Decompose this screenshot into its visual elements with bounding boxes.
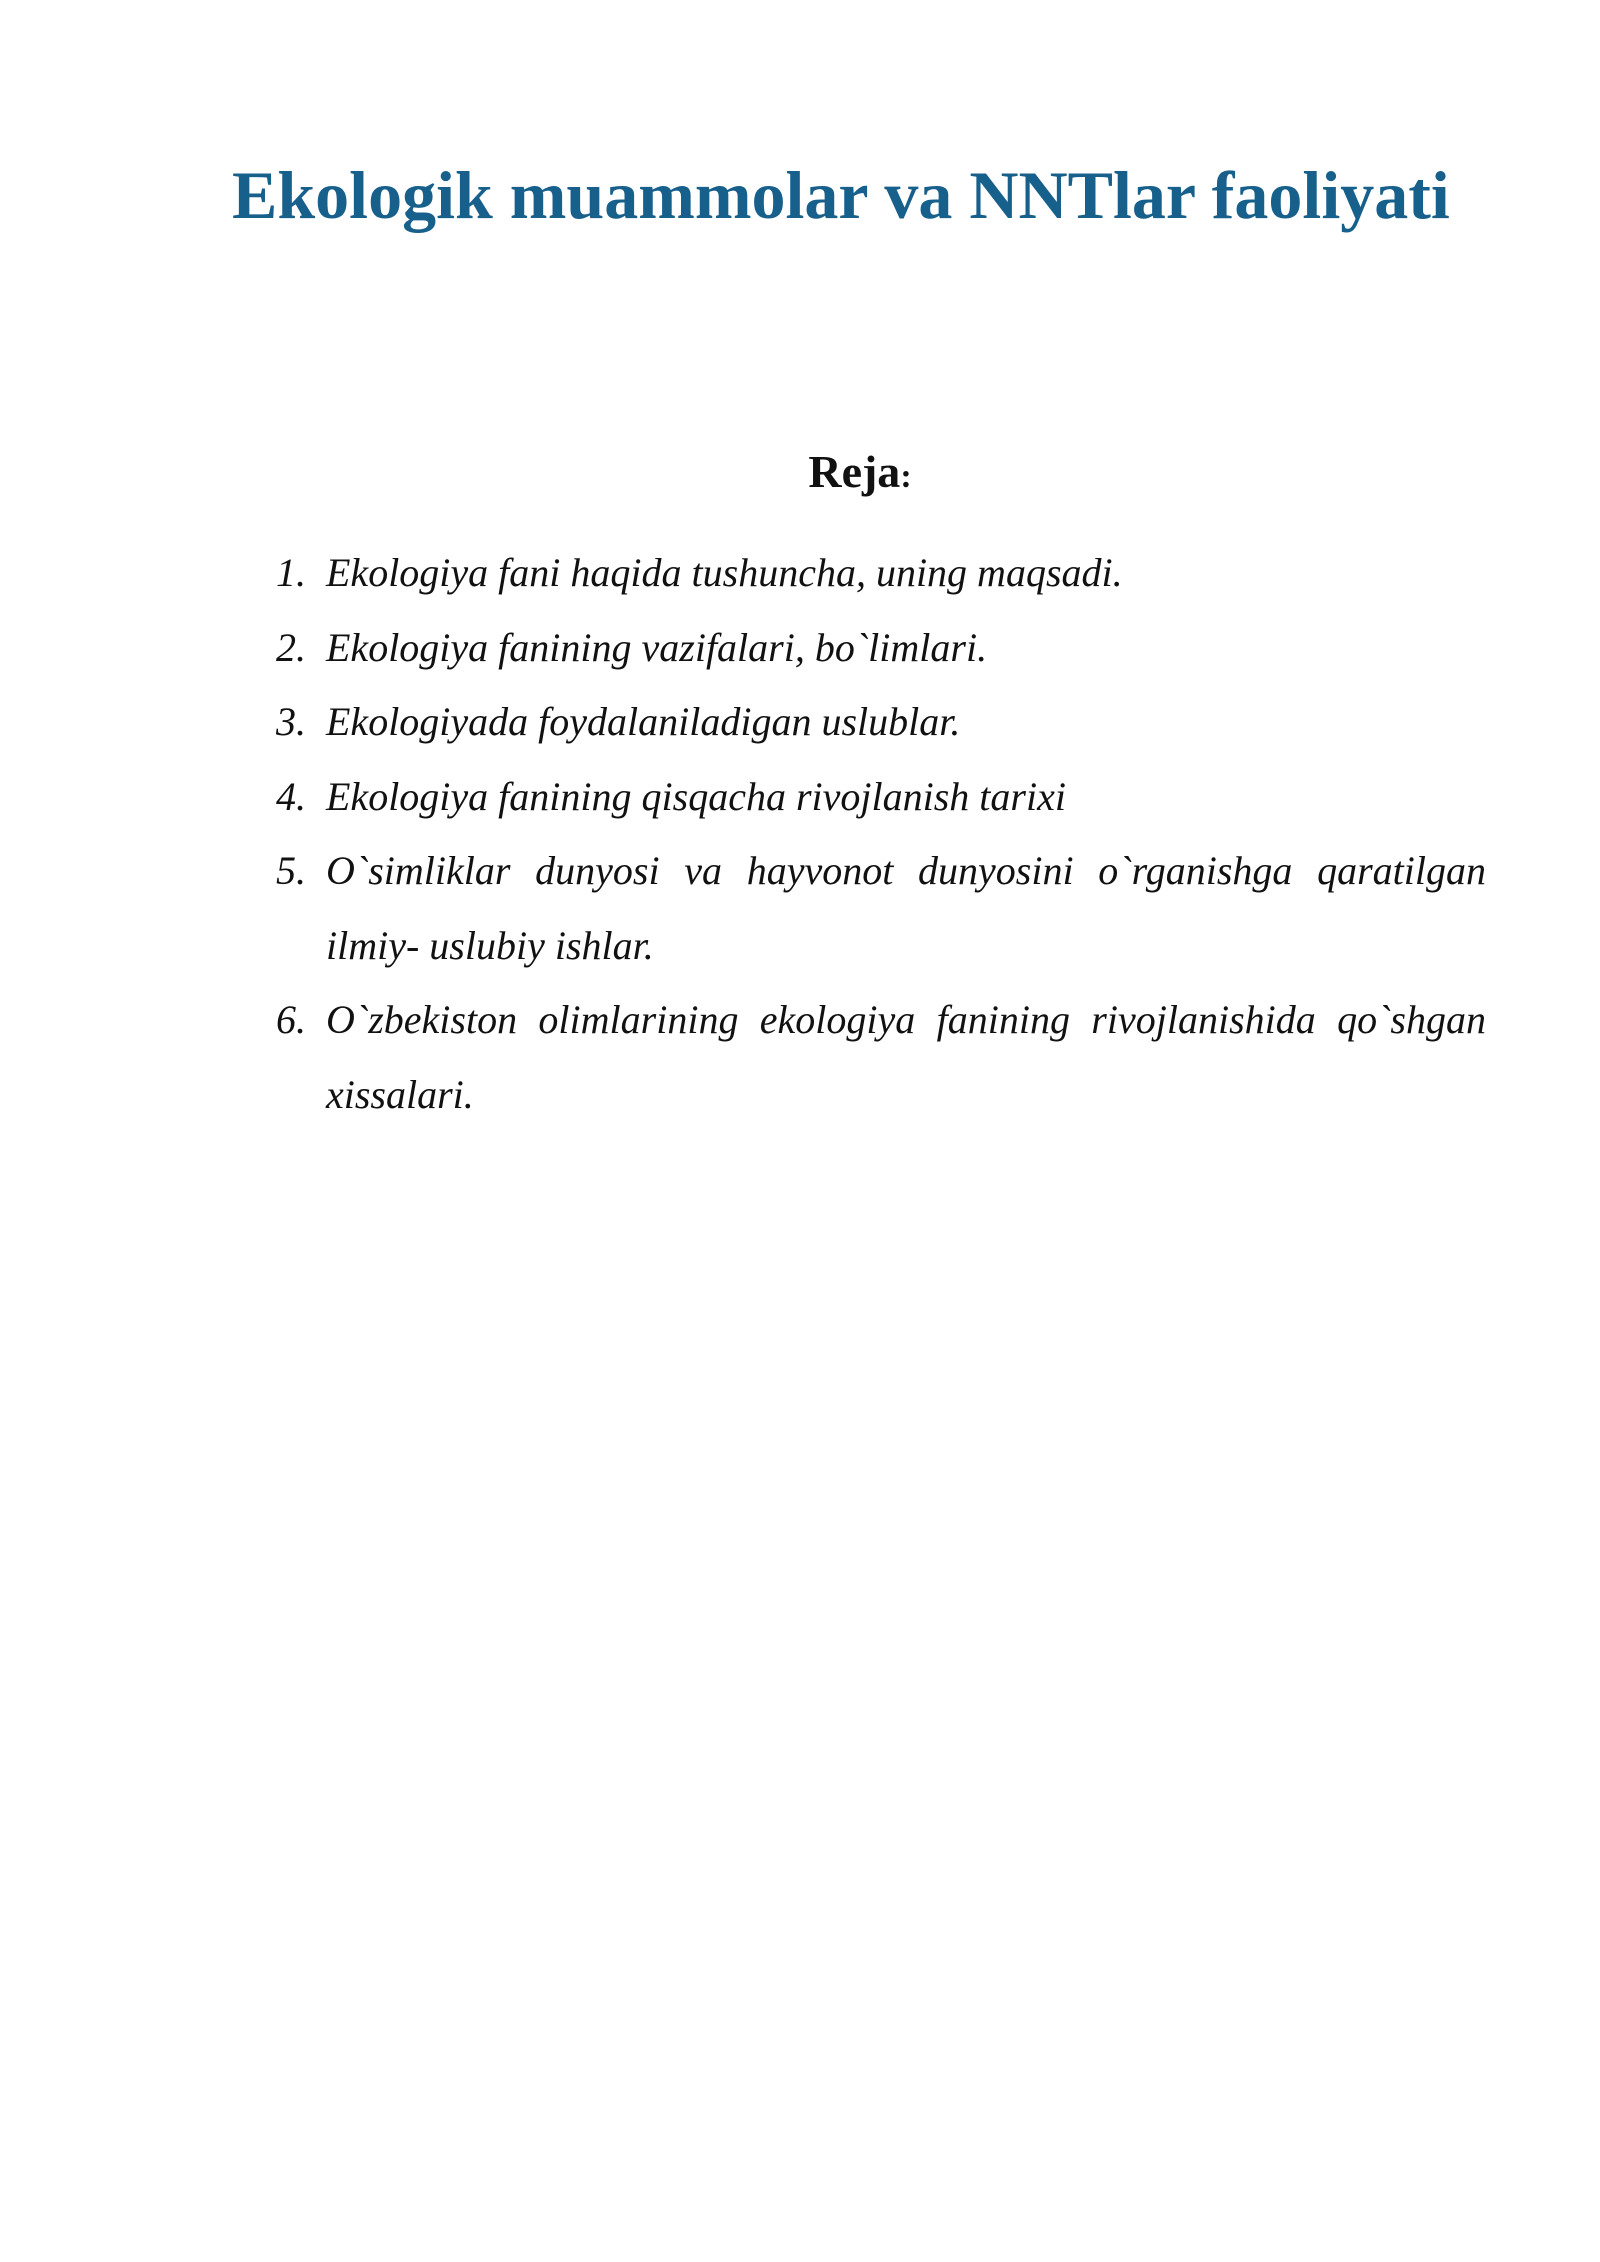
plan-item-number: 2.: [276, 624, 306, 670]
plan-item-text: Ekologiya fani haqida tushuncha, uning maqsadi.: [326, 550, 1123, 595]
plan-item-4: [274, 760, 1486, 835]
plan-heading-text: Reja: [808, 446, 901, 497]
plan-item-3: [274, 685, 1486, 760]
document-title: Ekologik muammolar va NNTlar faoliyati: [232, 157, 1450, 233]
plan-item-text: O`zbekiston olimlarining ekologiya fanining rivojlanishida qo`shgan xissalari.: [326, 997, 1486, 1117]
plan-item-text: Ekologiya fanining vazifalari, bo`limlari.: [326, 624, 988, 670]
plan-item-number: 6.: [276, 997, 306, 1042]
plan-item-text: Ekologiyada foydalaniladigan uslublar.: [326, 699, 961, 744]
plan-item-1: [274, 536, 1486, 611]
plan-item-number: 3.: [276, 699, 306, 744]
plan-item-2: [274, 611, 1486, 686]
plan-item-text: O`simliklar dunyosi va hayvonot dunyosini o`rganishga qaratilgan ilmiy- uslubiy ishlar.: [326, 848, 1486, 968]
plan-heading: [0, 442, 1600, 507]
plan-item-6: [274, 983, 1486, 1132]
plan-item-5: [274, 834, 1486, 983]
plan-item-number: 4.: [276, 773, 306, 819]
plan-list: [274, 536, 1486, 1132]
plan-heading-colon: :: [900, 458, 912, 495]
plan-item-number: 1.: [276, 550, 306, 595]
plan-item-number: 5.: [276, 848, 306, 893]
plan-item-text: Ekologiya fanining qisqacha rivojlanish tarixi: [326, 773, 1066, 819]
